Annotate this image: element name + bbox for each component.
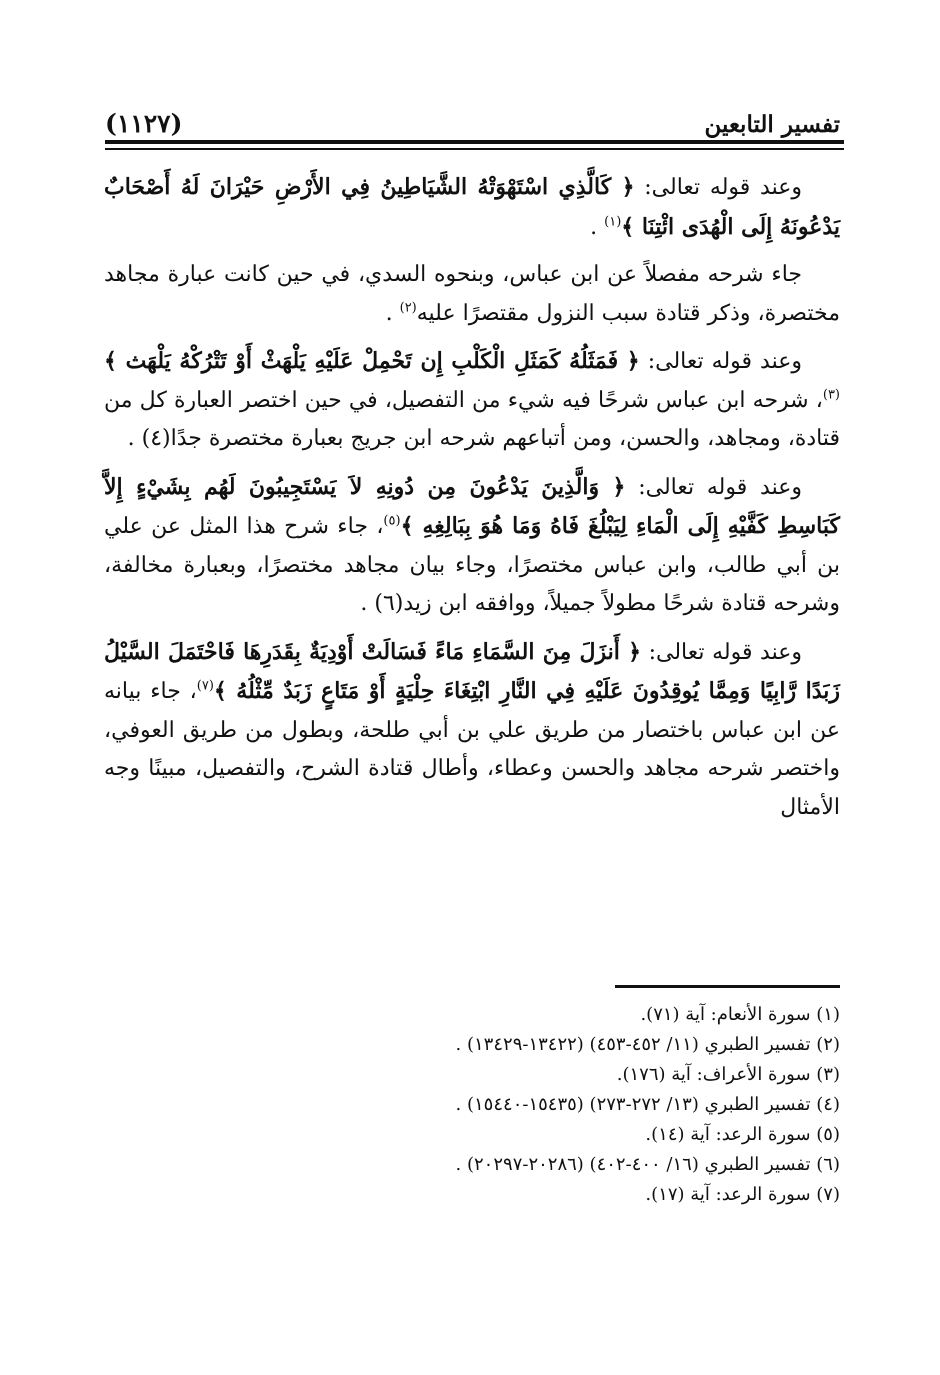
paragraph-tail: . (590, 214, 605, 240)
footnote: (٤) تفسير الطبري (١٣/ ٢٧٢-٢٧٣) (١٥٤٣٥-١٥٤٤٠) . (455, 1094, 840, 1115)
footnote-ref: (٧) (196, 678, 214, 694)
page-number: (١١٢٧) (105, 109, 183, 138)
paragraph-lead: وعند قوله تعالى: (625, 474, 802, 500)
paragraph-tail: . (385, 300, 400, 326)
footnote: (٢) تفسير الطبري (١١/ ٤٥٢-٤٥٣) (١٣٤٢٢-١٣٤٢٩) . (455, 1034, 840, 1055)
paragraph-tail: ، جاء بيانه عن ابن عباس باختصار من طريق علي بن أبي طلحة، وبطول من طريق العوفي، واختصر شرحه مجاهد والحسن وعطاء، وأطال قتادة الشرح، والتفصيل، مبينًا وجه الأمثال (104, 679, 840, 820)
paragraph (104, 168, 840, 247)
footnote: (١) سورة الأنعام: آية (٧١). (640, 1004, 840, 1025)
footnote-ref: (٣) (822, 387, 840, 403)
footnote: (٧) سورة الرعد: آية (١٧). (645, 1184, 840, 1205)
paragraph-lead: وعند قوله تعالى: (641, 639, 802, 665)
header-rule-thin (105, 148, 844, 150)
paragraph-lead: وعند قوله تعالى: (634, 175, 802, 200)
quran-verse: ﴿ كَالَّذِي اسْتَهْوَتْهُ الشَّيَاطِينُ فِي الأَرْضِ حَيْرَانَ لَهُ أَصْحَابٌ يَدْعُونَهُ إِلَى الْهُدَى ائْتِنَا ﴾ (104, 174, 840, 240)
footnote: (٦) تفسير الطبري (١٦/ ٤٠٠-٤٠٢) (٢٠٢٨٦-٢٠٢٩٧) . (455, 1154, 840, 1175)
paragraph-tail: ، شرحه ابن عباس شرحًا فيه شيء من التفصيل، في حين اختصر العبارة كل من قتادة، ومجاهد، والحسن، ومن أتباعهم شرحه ابن جريج بعبارة مختصرة جدًا(٤) . (104, 387, 840, 451)
footnote-ref: (٢) (399, 300, 417, 316)
quran-verse: ﴿ أَنزَلَ مِنَ السَّمَاءِ مَاءً فَسَالَتْ أَوْدِيَةٌ بِقَدَرِهَا فَاحْتَمَلَ السَّيْلُ زَبَدًا رَّابِيًا وَمِمَّا يُوقِدُونَ عَلَيْهِ فِي النَّارِ ابْتِغَاءَ حِلْيَةٍ أَوْ مَتَاعٍ زَبَدٌ مِّثْلُهُ ﴾ (104, 638, 840, 704)
paragraph (104, 633, 840, 828)
header-rule-thick (105, 140, 844, 144)
paragraph-lead: جاء شرحه مفصلاً عن ابن عباس، وبنحوه السدي، في حين كانت عبارة مجاهد مختصرة، وذكر قتادة سبب النزول مقتصرًا عليه (104, 262, 840, 326)
quran-verse: ﴿ وَالَّذِينَ يَدْعُونَ مِن دُونِهِ لاَ يَسْتَجِيبُونَ لَهُم بِشَيْءٍ إِلاَّ كَبَاسِطِ كَفَّيْهِ إِلَى الْمَاءِ لِيَبْلُغَ فَاهُ وَمَا هُوَ بِبَالِغِهِ ﴾ (104, 473, 840, 539)
footnotes (100, 1000, 840, 1210)
running-title: تفسير التابعين (704, 111, 840, 138)
page-header (105, 98, 840, 138)
footnote-ref: (١) (604, 214, 622, 230)
paragraph (104, 256, 840, 333)
quran-verse: ﴿ فَمَثَلُهُ كَمَثَلِ الْكَلْبِ إِن تَحْمِلْ عَلَيْهِ يَلْهَثْ أَوْ تَتْرُكْهُ يَلْهَث ﴾ (104, 348, 640, 374)
footnote: (٥) سورة الرعد: آية (١٤). (645, 1124, 840, 1145)
paragraph-lead: وعند قوله تعالى: (639, 349, 802, 374)
body-text (104, 168, 840, 836)
paragraph (104, 468, 840, 624)
footnote: (٣) سورة الأعراف: آية (١٧٦). (616, 1064, 840, 1085)
paragraph-tail: ، جاء شرح هذا المثل عن علي بن أبي طالب، وابن عباس مختصرًا، وجاء بيان مجاهد مختصرًا، وبعبارة مخالفة، وشرحه قتادة شرحًا مطولاً جميلاً، ووافقه ابن زيد(٦) . (104, 514, 840, 616)
paragraph (104, 342, 840, 459)
footnote-ref: (٥) (383, 513, 401, 529)
footnote-separator (615, 985, 840, 988)
